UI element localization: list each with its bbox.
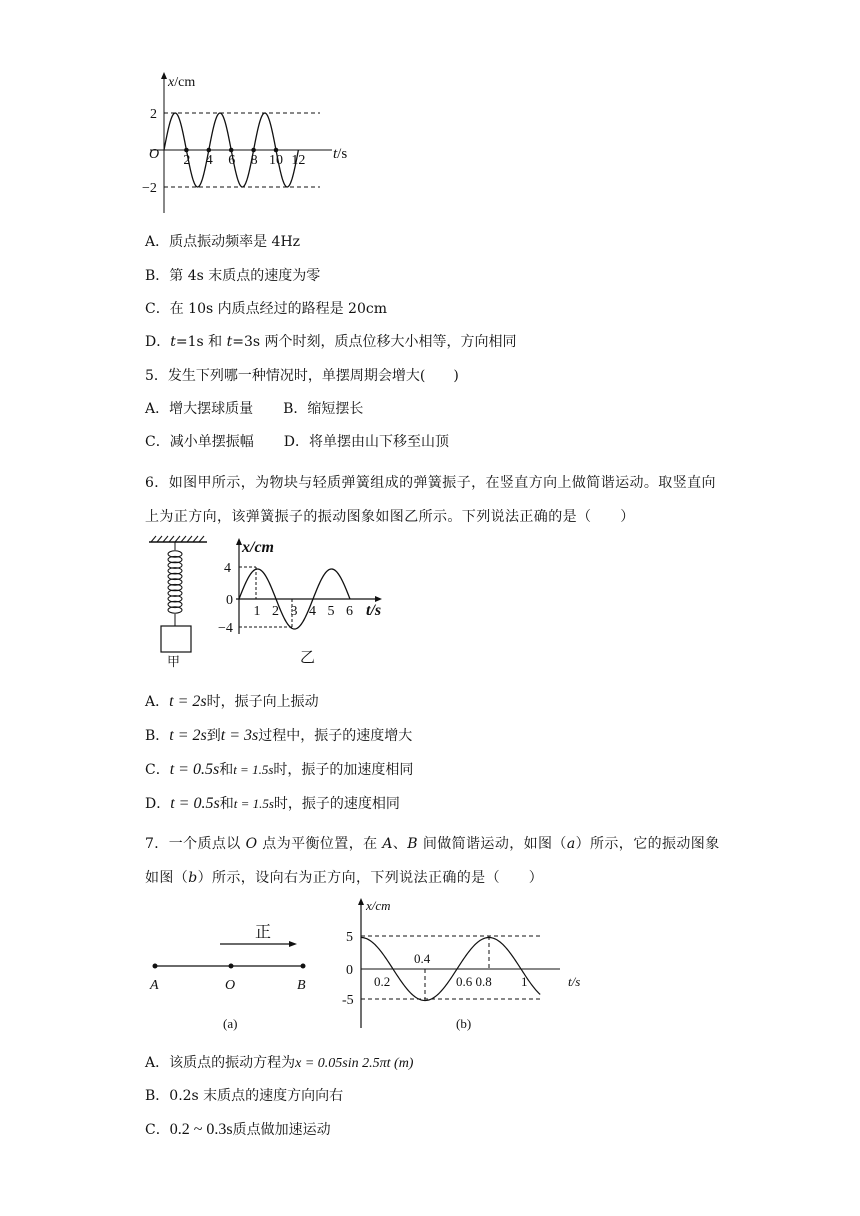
x-tick-label: 4 bbox=[309, 604, 316, 619]
x-tick-label: 10 bbox=[269, 153, 283, 168]
arrow-head bbox=[289, 941, 297, 947]
q6-c-math2: t = 1.5s bbox=[233, 762, 274, 777]
y-axis-label: x/cm bbox=[168, 75, 196, 90]
x-tick-0.6-0.8: 0.6 0.8 bbox=[456, 974, 492, 989]
q6-option-c bbox=[145, 760, 413, 780]
q7-a-math: x = 0.05sin 2.5πt (m) bbox=[295, 1056, 414, 1071]
q6-d-prefix: D． bbox=[145, 796, 171, 812]
q7-stem bbox=[145, 827, 720, 895]
q7-c-post: 质点做加速运动 bbox=[232, 1122, 331, 1138]
q4-d-t1: t bbox=[170, 334, 176, 350]
q5-option-a: A．增大摆球质量 bbox=[145, 401, 254, 417]
q6-a-prefix: A． bbox=[145, 694, 170, 710]
q4-d-post: =3s 两个时刻，质点位移大小相等，方向相同 bbox=[232, 334, 517, 350]
x-tick-label: 3 bbox=[290, 604, 298, 619]
q6-option-d bbox=[145, 794, 400, 814]
q7-stem-fig-b: b bbox=[188, 870, 198, 886]
q6-d-math1: t = 0.5s bbox=[170, 795, 220, 812]
y-tick-pos: 4 bbox=[224, 561, 231, 576]
y-axis-arrow bbox=[161, 72, 167, 79]
q4-option-b: B．第 4s 末质点的速度为零 bbox=[145, 268, 321, 284]
q6-c-post: 时，振子的加速度相同 bbox=[273, 762, 414, 778]
q7-stem-mid3: 间做简谐运动，如图（ bbox=[417, 836, 567, 852]
q4-option-a: A．质点振动频率是 4Hz bbox=[145, 234, 301, 250]
q6-c-math1: t = 0.5s bbox=[169, 761, 220, 778]
y-tick-pos: 5 bbox=[346, 930, 353, 945]
zero-crossing-dot bbox=[184, 148, 189, 153]
q4-option-c: C．在 10s 内质点经过的路程是 20cm bbox=[145, 301, 387, 317]
q6-b-mid: 到 bbox=[206, 728, 221, 744]
y-tick-neg: -5 bbox=[342, 993, 354, 1008]
fig-jia-label: 甲 bbox=[167, 654, 181, 669]
label-a: A bbox=[150, 978, 159, 993]
x-axis-label: t/s bbox=[333, 146, 348, 162]
q7-c-prefix: C． bbox=[145, 1122, 170, 1138]
block bbox=[161, 626, 191, 652]
q5-options-ab bbox=[145, 399, 363, 419]
q4-option-d bbox=[145, 332, 517, 352]
q6-d-post: 时，振子的速度相同 bbox=[273, 796, 400, 812]
q6-option-b bbox=[145, 726, 412, 746]
q4-d-mid: =1s 和 bbox=[175, 334, 227, 350]
q7-stem-b: B bbox=[407, 836, 418, 852]
y-tick-neg: −4 bbox=[218, 621, 233, 636]
q6-a-post: 时，振子向上振动 bbox=[206, 694, 319, 710]
x-tick-label: 6 bbox=[228, 153, 236, 168]
x-tick-0.4: 0.4 bbox=[414, 951, 431, 966]
q7-stem-fig-a: a bbox=[566, 836, 576, 852]
q6-b-post: 过程中，振子的速度增大 bbox=[258, 728, 413, 744]
x-tick-label: 4 bbox=[205, 153, 213, 168]
y-tick-pos: 2 bbox=[150, 107, 157, 122]
q6-b-math2: t = 3s bbox=[220, 727, 259, 744]
q7-option-a bbox=[145, 1053, 413, 1074]
x-tick-label: 5 bbox=[327, 604, 335, 619]
q4-d-prefix: D． bbox=[145, 334, 171, 350]
q7-c-math: 0.2 ~ 0.3s bbox=[169, 1121, 233, 1138]
x-tick-label: 12 bbox=[291, 153, 306, 168]
point-o bbox=[229, 964, 234, 969]
q6-b-math1: t = 2s bbox=[169, 727, 207, 744]
zero-crossing-dot bbox=[207, 148, 212, 153]
q7-option-c bbox=[145, 1120, 331, 1140]
q7-a-prefix: A．该质点的振动方程为 bbox=[145, 1055, 296, 1071]
x-axis-label: t/s bbox=[366, 602, 382, 619]
q5-stem: 5．发生下列哪一种情况时，单摆周期会增大( ) bbox=[145, 368, 459, 384]
x-tick-label: 6 bbox=[346, 604, 353, 619]
figure-b-graph bbox=[330, 895, 600, 1035]
origin-label: 0 bbox=[226, 593, 233, 608]
q6-a-math: t = 2s bbox=[169, 693, 207, 710]
q6-b-prefix: B． bbox=[145, 728, 170, 744]
x-tick-label: 2 bbox=[183, 153, 191, 168]
q5-option-c: C．减小单摆振幅 bbox=[145, 434, 254, 450]
x-tick-label: 2 bbox=[272, 604, 279, 619]
q6-stem: 6．如图甲所示，为物块与轻质弹簧组成的弹簧振子，在竖直方向上做简谐运动。取竖直向上为正方向，该弹簧振子的振动图象如图乙所示。下列说法正确的是（ ） bbox=[145, 475, 716, 525]
q7-stem-o: O bbox=[245, 836, 258, 852]
point-b bbox=[301, 964, 306, 969]
q7-stem-mid1: 点为平衡位置，在 bbox=[257, 836, 383, 852]
q7-stem-mid2: 、 bbox=[392, 836, 408, 852]
caption-a: (a) bbox=[223, 1016, 238, 1031]
q5-option-d: D．将单摆由山下移至山顶 bbox=[283, 434, 449, 450]
q7-stem-a: A bbox=[382, 836, 393, 852]
q6-option-a bbox=[145, 692, 319, 712]
q7-option-b: B．0.2s 末质点的速度方向向右 bbox=[145, 1088, 344, 1104]
caption-b: (b) bbox=[456, 1016, 472, 1031]
q7-stem-post: ）所示，设向右为正方向，下列说法正确的是（ ） bbox=[197, 870, 544, 886]
label-b: B bbox=[297, 978, 306, 993]
label-o: O bbox=[225, 978, 236, 993]
x-tick-0.2: 0.2 bbox=[374, 974, 391, 989]
arrow-label: 正 bbox=[255, 924, 272, 941]
figure-yi-graph bbox=[218, 534, 398, 666]
y-tick-neg: −2 bbox=[142, 181, 157, 196]
x-tick-label: 8 bbox=[250, 153, 258, 168]
x-tick-1: 1 bbox=[521, 974, 528, 989]
ceiling-hatch bbox=[151, 536, 204, 542]
x-axis-label: t/s bbox=[568, 974, 581, 989]
q7-stem-mid4: ）所示，它的振动图象如图（ bbox=[145, 836, 720, 886]
figure-a-line bbox=[145, 915, 320, 1035]
q5-option-b: B．缩短摆长 bbox=[283, 401, 364, 417]
q6-d-mid: 和 bbox=[219, 796, 234, 812]
origin-label: O bbox=[149, 147, 160, 162]
zero-crossing-dot bbox=[251, 148, 256, 153]
y-axis-label: x/cm bbox=[366, 898, 391, 913]
zero-crossing-dot bbox=[274, 148, 279, 153]
y-axis-label: x/cm bbox=[242, 539, 274, 556]
q6-c-mid: 和 bbox=[219, 762, 234, 778]
q5-options-cd bbox=[145, 432, 449, 452]
q6-d-math2: t = 1.5s bbox=[233, 796, 274, 811]
figure-jia-spring bbox=[145, 534, 215, 669]
q4-d-t2: t bbox=[226, 334, 233, 350]
origin-label: 0 bbox=[346, 963, 353, 978]
point-a bbox=[153, 964, 158, 969]
q7-stem-pre: 7．一个质点以 bbox=[145, 836, 246, 852]
spring bbox=[168, 551, 182, 613]
fig-yi-label: 乙 bbox=[300, 650, 316, 666]
q6-c-prefix: C． bbox=[145, 762, 170, 778]
graph-q4 bbox=[140, 68, 380, 218]
x-tick-label: 1 bbox=[253, 604, 261, 619]
zero-crossing-dot bbox=[229, 148, 234, 153]
